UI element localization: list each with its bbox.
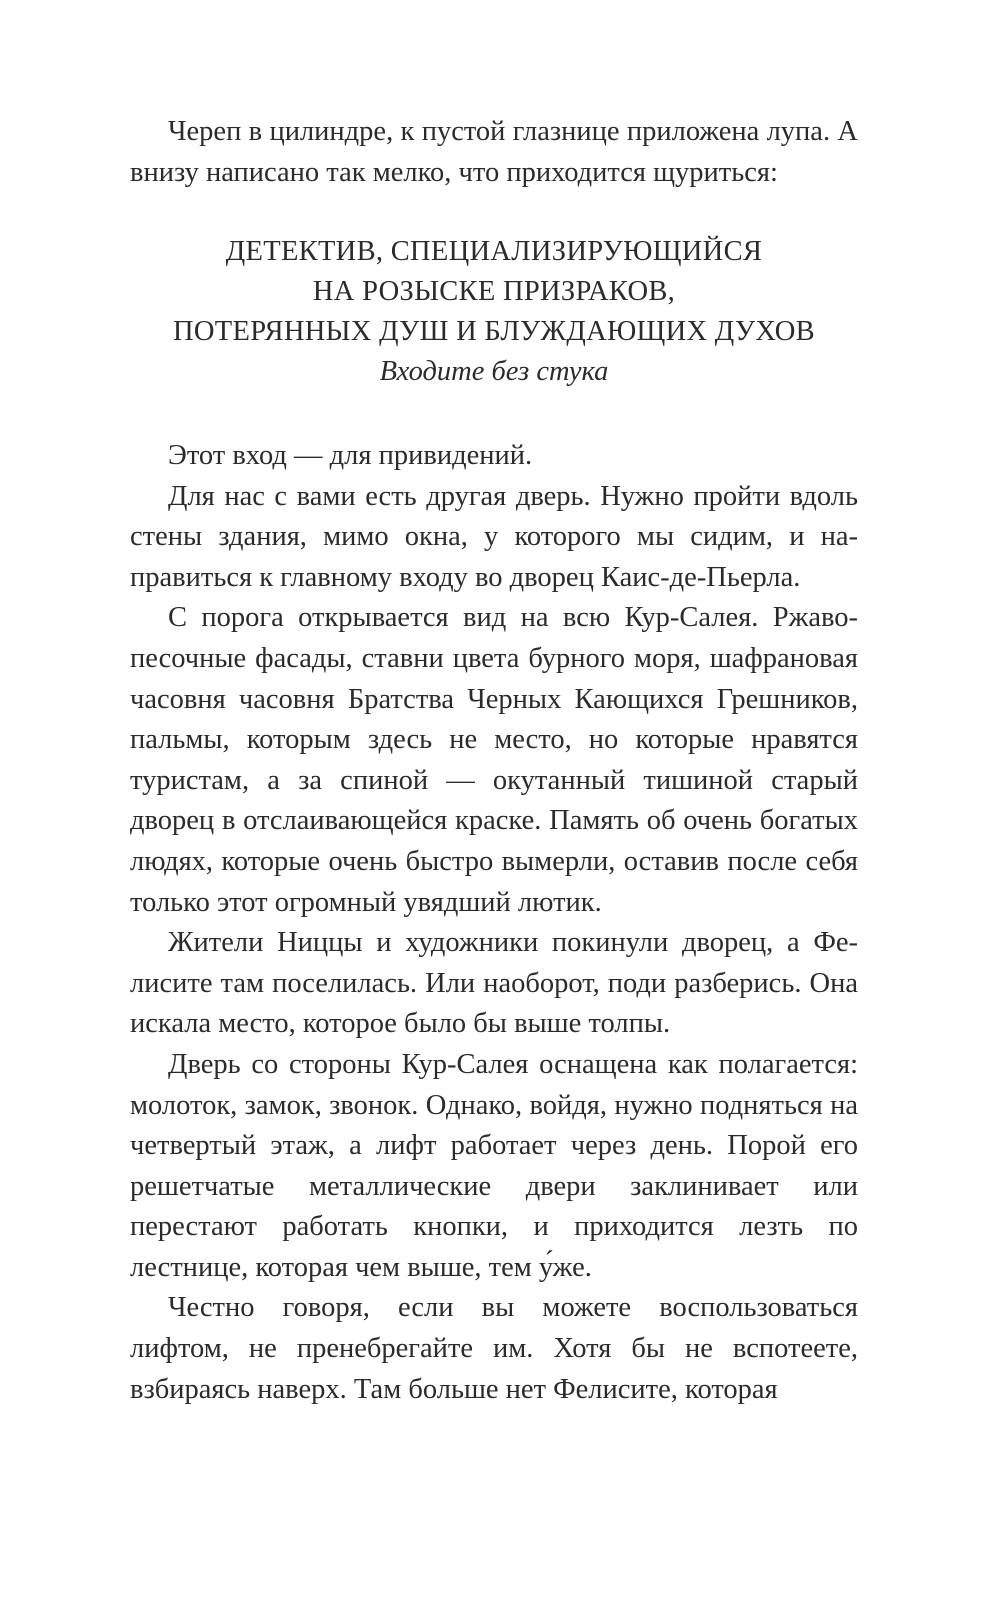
- paragraph-4: Жители Ниццы и художники покинули дворец, а Фелисите там поселилась. Или наоборот, поди разберись. Она искала место, которое было бы выше толпы.: [130, 927, 858, 1040]
- paragraph-3: С порога открывается вид на всю Кур-Салея. Ржаво-песочные фасады, ставни цвета бурного моря, шафрановая часовня часовня Братства Черных Кающихся Грешников, пальмы, которым здесь не место, но которые нравятся туристам, а за спиной — окутанный тишиной старый дворец в отслаивающейся краске. Память об очень богатых людях, которые очень быстро вымерли, оставив после себя только этот огромный увядший лютик.: [130, 602, 858, 918]
- paragraph-1: Этот вход — для привидений.: [168, 440, 533, 471]
- sign-line-3: ПОТЕРЯННЫХ ДУШ И БЛУЖДАЮЩИХ ДУХОВ: [173, 316, 815, 347]
- sign-line-1: ДЕТЕКТИВ, СПЕЦИАЛИЗИРУЮЩИЙСЯ: [225, 236, 763, 267]
- body-text: [130, 436, 858, 1410]
- paragraph-2: Для нас с вами есть другая дверь. Нужно пройти вдоль стены здания, мимо окна, у которого мы сидим, и направиться к главному входу во дворец Каис-де-Пьерла.: [130, 480, 858, 593]
- intro-paragraph: Череп в цилиндре, к пустой глазнице приложена лупа. А внизу написано так мелко, что приходится щуриться:: [130, 116, 858, 188]
- intro-block: [130, 112, 858, 193]
- paragraph-6: Честно говоря, если вы можете воспользоваться лифтом, не пренебрегайте им. Хотя бы не вспотеете, взбираясь наверх. Там больше нет Фелисите, которая: [130, 1292, 858, 1405]
- sign-italic-line: Входите без стука: [379, 356, 609, 387]
- paragraph-5: Дверь со стороны Кур-Салея оснащена как полагается: молоток, замок, звонок. Однако, войдя, нужно подняться на четвертый этаж, а лифт работает через день. Порой его решетчатые металлические двери заклинивает или перестают работать кнопки, и приходится лезть по лестнице, которая чем выше, тем у́же.: [130, 1048, 858, 1283]
- sign-line-2: НА РОЗЫСКЕ ПРИЗРАКОВ,: [312, 276, 676, 307]
- sign-block: [130, 232, 858, 392]
